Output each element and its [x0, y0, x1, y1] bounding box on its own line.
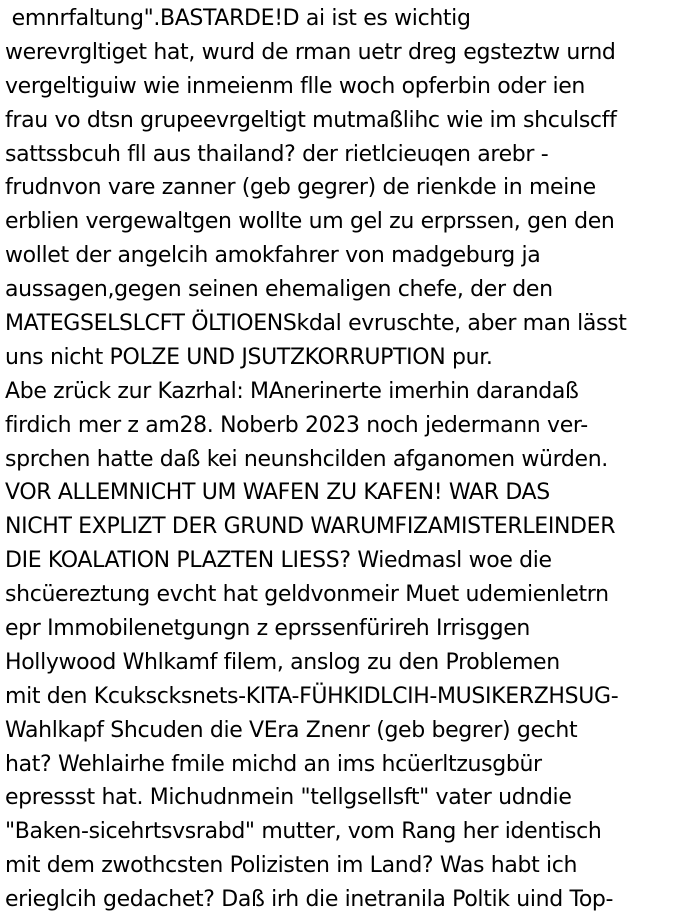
text-line: MATEGSELSLCFT ÖLTIOENSkdal evruschte, aber man lässt [5, 311, 627, 337]
text-line: shcüereztung evcht hat geldvonmeir Muet udemienletrn [5, 582, 609, 608]
text-line: uns nicht POLZE UND JSUTZKORRUPTION pur. [5, 344, 493, 370]
text-line: sattssbcuh fll aus thailand? der rietlcieuqen arebr - [5, 141, 549, 167]
text-line: epr Immobilenetgungn z eprssenfürireh Irrisggen [5, 616, 531, 642]
text-line: aussagen,gegen seinen ehemaligen chefe, der den [5, 277, 553, 303]
text-line: Wahlkapf Shcuden die VEra Znenr (geb begrer) gecht [5, 717, 578, 743]
text-line: mit dem zwothcsten Polizisten im Land? Was habt ich [5, 853, 578, 879]
text-line: mit den Kcukscksnets-KITA-FÜHKIDLCIH-MUSIKERZHSUG- [5, 683, 619, 709]
text-line: sprchen hatte daß kei neunshcilden afganomen würden. [5, 446, 608, 472]
text-line: emnrfaltung".BASTARDE!D ai ist es wichtig [5, 6, 471, 31]
text-line: frau vo dtsn grupeevrgeltigt mutmaßlihc wie im shculscff [5, 107, 617, 133]
text-line: erieglcih gedachet? Daß irh die inetranila Poltik uind Top- [5, 887, 614, 913]
body-text [5, 2, 681, 917]
text-line: VOR ALLEMNICHT UM WAFEN ZU KAFEN! WAR DAS [5, 480, 550, 506]
text-line: Hollywood Whlkamf filem, anslog zu den Problemen [5, 649, 560, 675]
text-line: vergeltiguiw wie inmeienm flle woch opferbin oder ien [5, 73, 586, 99]
text-line: Abe zrück zur Kazrhal: MAnerinerte imerhin darandaß [5, 378, 579, 404]
text-line: "Baken-sicehrtsvsrabd" mutter, vom Rang her identisch [5, 819, 602, 845]
text-line: frudnvon vare zanner (geb gegrer) de rienkde in meine [5, 175, 596, 201]
text-line: DIE KOALATION PLAZTEN LIESS? Wiedmasl woe die [5, 548, 552, 574]
text-line: erblien vergewaltgen wollte um gel zu erprssen, gen den [5, 209, 615, 235]
text-line: hat? Wehlairhe fmile michd an ims hcüerltzusgbür [5, 751, 542, 777]
text-line: wollet der angelcih amokfahrer von madgeburg ja [5, 243, 541, 269]
text-line: werevrgltiget hat, wurd de rman uetr dreg egsteztw urnd [5, 39, 616, 65]
text-line: NICHT EXPLIZT DER GRUND WARUMFIZAMISTERLEINDER [5, 514, 616, 540]
text-line: epressst hat. Michudnmein "tellgsellsft" vater udndie [5, 785, 572, 811]
text-line: firdich mer z am28. Noberb 2023 noch jedermann ver- [5, 412, 588, 438]
